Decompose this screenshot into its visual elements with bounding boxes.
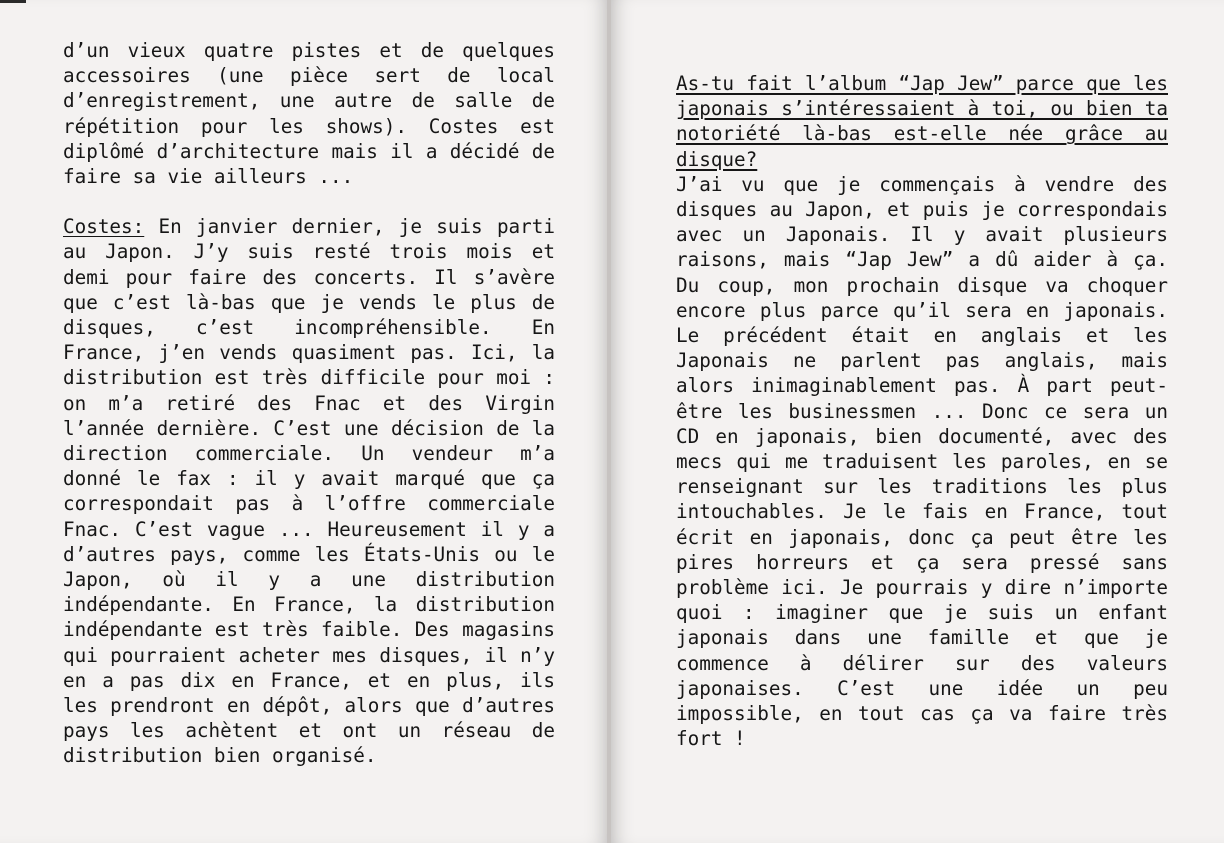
right-page-text <box>676 71 1168 751</box>
right-page <box>611 0 1224 843</box>
costes-answer-paragraph <box>63 214 555 768</box>
answer-paragraph: J’ai vu que je commençais à vendre des disques au Japon, et puis je correspondais avec un Japonais. Il y avait plusieurs raisons, mais “Jap Jew” a dû aider à ça. Du coup, mon prochain disque va choquer encore plus parce qu’il sera en japonais. Le précédent était en anglais et les Japonais ne parlent pas anglais, mais alors inimaginablement pas. À part peut-être les businessmen ... Donc ce sera un CD en japonais, bien documenté, avec des mecs qui me traduisent les paroles, en se renseignant sur les traditions les plus intouchables. Je le fais en France, tout écrit en japonais, donc ça peut être les pires horreurs et ça sera pressé sans problème ici. Je pourrais y dire n’importe quoi : imaginer que je suis un enfant japonais dans une famille et que je commence à délirer sur des valeurs japonaises. C’est une idée un peu impossible, en tout cas ça va faire très fort ! <box>676 172 1168 751</box>
intro-paragraph: d’un vieux quatre pistes et de quelques accessoires (une pièce sert de local d’enregistrement, une autre de salle de répétition pour les shows). Costes est diplômé d’architecture mais il a décidé de faire sa vie ailleurs ... <box>63 39 555 189</box>
page-corner-mark <box>0 0 26 3</box>
left-page-text <box>63 38 555 769</box>
left-page <box>0 0 609 843</box>
speaker-label: Costes: <box>63 215 145 239</box>
interview-question: As-tu fait l’album “Jap Jew” parce que les japonais s’intéressaient à toi, ou bien ta notoriété là-bas est-elle née grâce au disque? <box>676 72 1168 171</box>
costes-answer-text: En janvier dernier, je suis parti au Japon. J’y suis resté trois mois et demi pour faire des concerts. Il s’avère que c’est là-bas que je vends le plus de disques, c’est incompréhensible. En France, j’en vends quasiment pas. Ici, la distribution est très difficile pour moi : on m’a retiré des Fnac et des Virgin l’année dernière. C’est une décision de la direction commerciale. Un vendeur m’a donné le fax : il y avait marqué que ça correspondait pas à l’offre commerciale Fnac. C’est vague ... Heureusement il y a d’autres pays, comme les États-Unis ou le Japon, où il y a une distribution indépendante. En France, la distribution indépendante est très faible. Des magasins qui pourraient acheter mes disques, il n’y en a pas dix en France, et en plus, ils les prendront en dépôt, alors que d’autres pays les achètent et ont un réseau de distribution bien organisé. <box>63 215 555 768</box>
